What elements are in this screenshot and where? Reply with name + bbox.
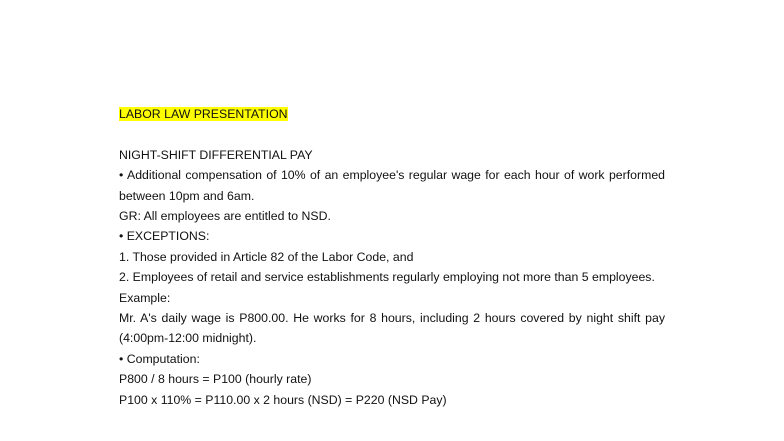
computation-line-2: P100 x 110% = P110.00 x 2 hours (NSD) = P220 (NSD Pay) (119, 392, 447, 407)
computation-line-1: P800 / 8 hours = P100 (hourly rate) (119, 372, 312, 387)
example-paragraph: Mr. A's daily wage is P800.00. He works for 8 hours, including 2 hours covered by night shift pay (4:00pm-12:00 midnight). (119, 311, 665, 346)
section-heading: NIGHT-SHIFT DIFFERENTIAL PAY (119, 147, 313, 162)
exception-item-1: 1. Those provided in Article 82 of the Labor Code, and (119, 249, 414, 264)
computation-label: • Computation: (119, 351, 200, 366)
exception-item-2: 2. Employees of retail and service establishments regularly employing not more than 5 employees. (119, 270, 655, 285)
document-title: LABOR LAW PRESENTATION (119, 107, 288, 121)
exceptions-label: • EXCEPTIONS: (119, 229, 210, 244)
definition-paragraph: • Additional compensation of 10% of an employee's regular wage for each hour of work performed between 10pm and 6am. (119, 168, 665, 203)
blank-line (119, 124, 665, 144)
title-line (119, 104, 665, 124)
example-label: Example: (119, 290, 171, 305)
general-rule: GR: All employees are entitled to NSD. (119, 209, 331, 224)
document-body (119, 104, 665, 410)
